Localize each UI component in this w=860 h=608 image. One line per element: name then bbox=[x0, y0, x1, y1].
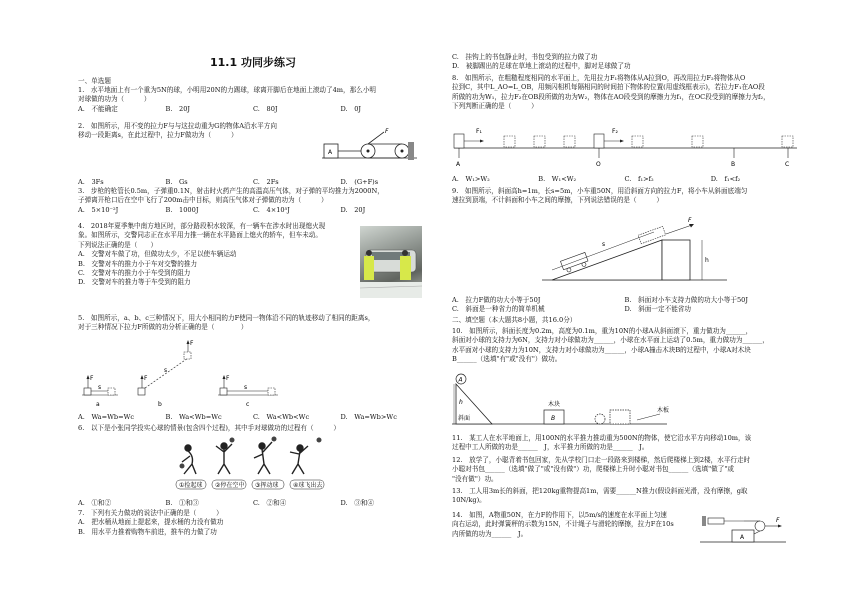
q8-option-b[interactable]: B. W₁<W₂ bbox=[538, 175, 577, 183]
q2-line2: 移动一段距离s，在此过程中，拉力F做功为（ ） bbox=[78, 131, 238, 140]
svg-text:s: s bbox=[98, 384, 102, 391]
svg-text:s: s bbox=[244, 384, 248, 391]
plank-label: 木板 bbox=[657, 407, 670, 414]
q3-line1: 3. 步枪的枪管长0.5m，子弹重0.1N，射击时火药产生的高温高压气体，对子弹的平均推力为2000N， bbox=[78, 187, 384, 195]
q4-option-d[interactable]: D. 交警对车的推力等于车受到的阻力 bbox=[78, 278, 191, 287]
q7-option-b[interactable]: B. 用水平力推着购物车前进，推车的力做了功 bbox=[78, 527, 217, 536]
q10-line1: 10. 如图所示，斜面长度为0.2m，高度为0.1m，重为10N的小球A从斜面滚下，重力做功为______， bbox=[452, 327, 753, 335]
point-o-label: O bbox=[596, 161, 601, 168]
q3-option-d[interactable]: D. 20J bbox=[340, 205, 366, 214]
q8-line1: 8. 如图所示，在粗糙程度相同的水平面上，先用拉力F₁将物体从A拉到O，再改用拉力F₂将物体从O bbox=[452, 74, 746, 82]
point-b-label: B bbox=[731, 161, 736, 168]
question-6 bbox=[78, 424, 428, 433]
q3-line2: 子弹离开枪口后在空中飞行了200m击中目标，则高压气体对子弹做的功为（ ） bbox=[78, 196, 328, 205]
q5-option-d[interactable]: D. Wa=Wb>Wc bbox=[340, 413, 397, 421]
q8-options-block bbox=[452, 175, 797, 184]
q2-option-c[interactable]: C. 2Fs bbox=[253, 178, 279, 186]
q2-option-d[interactable]: D. (G+F)s bbox=[340, 178, 379, 186]
q4-option-c[interactable]: C. 交警对车的推力小于车受到的阻力 bbox=[78, 269, 191, 278]
q5-option-b[interactable]: B. Wa<Wb=Wc bbox=[165, 413, 222, 421]
page-title: 11.1 功同步练习 bbox=[210, 56, 296, 69]
point-a-label: A bbox=[456, 161, 461, 168]
q8-line3: 所做的功为W₁，拉力F₂在OB段所做的功为W₂，物体在AO段受到的摩擦力为f₁，在OC段受到的摩擦力为f₂， bbox=[452, 92, 770, 101]
q8-option-a[interactable]: A. W₁>W₂ bbox=[452, 175, 490, 183]
question-5 bbox=[78, 314, 428, 333]
q2-option-b[interactable]: B. Gs bbox=[165, 178, 188, 186]
slope-s-label: s bbox=[602, 241, 606, 248]
svg-text:F: F bbox=[144, 375, 148, 382]
q2-options bbox=[78, 178, 428, 187]
ball-slope-block-diagram bbox=[452, 370, 692, 430]
strobe-motion-diagram bbox=[452, 114, 797, 170]
q12-line2: 小聪对书包______（选填"做了"或"没有做"）功，爬楼梯上升时小聪对书包______（选填"做了"或 bbox=[452, 465, 734, 474]
q3-option-c[interactable]: C. 4×10⁵J bbox=[253, 205, 290, 214]
q2-options-block bbox=[78, 178, 428, 187]
svg-text:F: F bbox=[226, 375, 230, 382]
force-f-label-q14: F bbox=[776, 517, 780, 524]
q7-option-a[interactable]: A. 把水桶从地面上提起来，提水桶的力没有做功 bbox=[78, 518, 224, 527]
q3-option-b[interactable]: B. 1000J bbox=[165, 205, 199, 214]
force-f2-label: F₂ bbox=[612, 128, 618, 135]
q10-line4: B______（选填"有"或"没有"）做功。 bbox=[452, 355, 562, 364]
question-11 bbox=[452, 434, 797, 453]
q9-option-a[interactable]: A. 拉力F做的功大小等于50J bbox=[452, 296, 541, 304]
q13-line2: 10N/kg)。 bbox=[452, 496, 486, 505]
case-a-label: a bbox=[96, 401, 100, 408]
q9-line2: 速拉到顶端，不计斜面和小车之间的摩擦，下列说法错误的是（ ） bbox=[452, 196, 663, 205]
question-10 bbox=[452, 327, 797, 365]
q4-option-a[interactable]: A. 交警对车做了功，但做功太少，不足以使车辆运动 bbox=[78, 250, 237, 259]
question-4 bbox=[78, 222, 358, 288]
q5-line1: 5. 如图所示，a、b、c三种情况下，用大小相同的力F使同一物体沿不同的轨迹移动了相同的距离s， bbox=[78, 314, 375, 322]
q1-option-c[interactable]: C. 80J bbox=[253, 104, 278, 113]
q8-line2: 拉到C，其中L_AO=L_OB，用频闪相机每隔相同的时间拍下物体的位置(用虚线框表示)，若拉力F₁在AO段 bbox=[452, 83, 765, 92]
q14-line2: 向右运动，此时弹簧秤的示数为15N，不计绳子与滑轮的摩擦，拉力F在10s bbox=[452, 520, 674, 529]
q5-line2: 对于三种情况下拉力F所做的功分析正确的是（ ） bbox=[78, 323, 248, 332]
question-8 bbox=[452, 74, 797, 112]
q8-line4: 下列判断正确的是（ ） bbox=[452, 102, 538, 111]
q1-option-a[interactable]: A. 不能确定 bbox=[78, 104, 118, 113]
question-9 bbox=[452, 187, 797, 206]
q11-line2: 过程中工人所做的功是______ J，水平推力所做的功是______ J。 bbox=[452, 443, 649, 452]
object-a-label: A bbox=[740, 534, 745, 541]
q1-options bbox=[78, 105, 428, 114]
q1-line2: 对球做的功为（ ） bbox=[78, 95, 151, 104]
svg-text:F: F bbox=[190, 340, 194, 347]
stage-4-label: ④球飞出去 bbox=[293, 482, 323, 489]
q6-option-c[interactable]: C. ②和④ bbox=[253, 499, 287, 507]
question-13 bbox=[452, 487, 797, 506]
q6-option-a[interactable]: A. ①和② bbox=[78, 499, 112, 507]
q5-options bbox=[78, 413, 428, 422]
q1-line1: 1. 水平地面上有一个重为5N的球，小明用20N的力踢球，球离开脚后在地面上滚动了4m，那么小明 bbox=[78, 86, 377, 94]
question-1 bbox=[78, 86, 428, 114]
q9-options-row1 bbox=[452, 296, 797, 305]
section-single-choice: 一、单选题 bbox=[78, 77, 111, 85]
stage-1-label: ①捡起球 bbox=[179, 482, 203, 489]
q4-line1: 4. 2018年夏季集中南方地区时，部分路段积水较深，有一辆车在涉水时出现熄火现 bbox=[78, 222, 326, 230]
q3-option-a[interactable]: A. 5×10⁻²J bbox=[78, 205, 119, 214]
pulley-diagram bbox=[322, 128, 432, 162]
q10-line3: 水平面对小球的支持力为10N，支持力对小球做功为______，小球A撞击木块B的过程中，小球A对木块 bbox=[452, 345, 751, 354]
svg-text:A: A bbox=[328, 149, 333, 156]
q1-option-d[interactable]: D. 0J bbox=[340, 104, 362, 113]
q9-options-row2 bbox=[452, 305, 797, 314]
stage-2-label: ②停在空中 bbox=[215, 482, 245, 489]
case-b-label: b bbox=[158, 401, 162, 408]
q7-option-c[interactable]: C. 挂钩上的书包静止时，书包受到的拉力做了功 bbox=[452, 53, 598, 61]
q6-option-d[interactable]: D. ③和④ bbox=[340, 499, 375, 507]
q12-line1: 12. 放学了，小聪背着书包回家，先从学校门口走一段路来到楼梯，然后爬楼梯上到2楼，水平行走时 bbox=[452, 456, 751, 464]
q6-line1: 6. 以下是小张同学投实心球的情景(包含四个过程)，其中手对球做功的过程有（ ） bbox=[78, 424, 340, 432]
q13-line1: 13. 工人用3m长的斜面，把120kg重物提高1m，需要______N推力(假设斜面光滑，没有摩擦，g取 bbox=[452, 487, 748, 495]
ball-a-label: A bbox=[458, 376, 463, 384]
q1-option-b[interactable]: B. 20J bbox=[165, 104, 191, 113]
svg-text:F: F bbox=[385, 128, 389, 135]
q6-option-b[interactable]: B. ①和③ bbox=[165, 499, 199, 507]
q8-options bbox=[452, 175, 797, 184]
q14-line1: 14. 如图，A物重50N，在力F的作用下，以5m/s的速度在水平面上匀速 bbox=[452, 511, 667, 519]
q2-option-a[interactable]: A. 3Fs bbox=[78, 178, 104, 186]
point-c-label: C bbox=[785, 161, 790, 168]
q4-line2: 象。如图所示，交警同志正在水平用力推一辆在水平路面上熄火的轿车，但车未动。 bbox=[78, 231, 322, 240]
q7-line1: 7. 下列有关力做功的说法中正确的是（ ） bbox=[78, 509, 223, 517]
question-3 bbox=[78, 187, 428, 215]
section-fill-in: 二、填空题（本大题共8小题，共16.0分） bbox=[452, 316, 577, 324]
q14-line3: 内所做的功为______ J。 bbox=[452, 529, 528, 538]
spring-scale-pulley-diagram bbox=[698, 512, 788, 546]
q5-options-block bbox=[78, 413, 428, 422]
q6-options-block bbox=[78, 499, 428, 508]
q5-option-c[interactable]: C. Wa<Wb<Wc bbox=[253, 413, 310, 421]
three-cases-diagram bbox=[78, 340, 358, 410]
q9-options-block bbox=[452, 296, 797, 315]
force-f1-label: F₁ bbox=[476, 128, 482, 135]
incline-cart-diagram bbox=[542, 214, 732, 290]
police-pushing-car-photo bbox=[360, 226, 422, 298]
wood-block-label: 木块 bbox=[548, 401, 561, 408]
case-c-label: c bbox=[246, 401, 250, 408]
question-7 bbox=[78, 509, 428, 537]
force-f-label: F bbox=[688, 217, 692, 224]
q11-line1: 11. 某工人在水平地面上，用100N的水平推力推动重为500N的物体，使它沿水平方向移动10m，该 bbox=[452, 434, 752, 442]
svg-text:s: s bbox=[164, 367, 168, 374]
question-12 bbox=[452, 456, 797, 484]
question-14 bbox=[452, 511, 692, 539]
q8-option-c[interactable]: C. f₁>f₂ bbox=[624, 175, 654, 183]
q12-line3: "没有做"）功。 bbox=[452, 474, 498, 483]
q4-line3: 下列说法正确的是（ ） bbox=[78, 240, 158, 249]
q4-option-b[interactable]: B. 交警对车的推力小于车对交警的推力 bbox=[78, 259, 198, 268]
q7-option-d[interactable]: D. 被脚踢出的足球在草地上滚动的过程中，脚对足球做了功 bbox=[452, 62, 631, 71]
q10-line2: 斜面对小球的支持力为6N，支持力对小球做功为______，小球在水平面上运动了0.5m，重力做功为______， bbox=[452, 336, 769, 345]
q9-option-c[interactable]: C. 斜面是一种省力的简单机械 bbox=[452, 305, 545, 314]
q8-option-d[interactable]: D. f₁<f₂ bbox=[710, 175, 741, 183]
q9-option-d[interactable]: D. 斜面一定不能省功 bbox=[624, 305, 691, 314]
q9-line1: 9. 如图所示，斜面高h=1m，长s=5m，小车重50N，用沿斜面方向的拉力F，将小车从斜面底端匀 bbox=[452, 187, 748, 195]
slope-label: 斜面 bbox=[458, 415, 471, 422]
height-h-label-q10: h bbox=[459, 399, 463, 406]
q7-continued bbox=[452, 53, 797, 72]
svg-text:F: F bbox=[90, 375, 94, 382]
ball-throw-stages-figure bbox=[174, 436, 334, 496]
block-b-label: B bbox=[551, 415, 556, 422]
height-h-label: h bbox=[705, 257, 709, 264]
q6-options bbox=[78, 499, 428, 508]
q5-option-a[interactable]: A. Wa=Wb=Wc bbox=[78, 413, 135, 421]
stage-3-label: ③挥动球 bbox=[255, 482, 279, 489]
q9-option-b[interactable]: B. 斜面对小车支持力做的功大小等于50J bbox=[624, 296, 748, 304]
q2-line1: 2. 如图所示，用不变的拉力F与与这拉动重为G的物体A沿水平方向 bbox=[78, 122, 277, 130]
q3-options bbox=[78, 206, 428, 215]
